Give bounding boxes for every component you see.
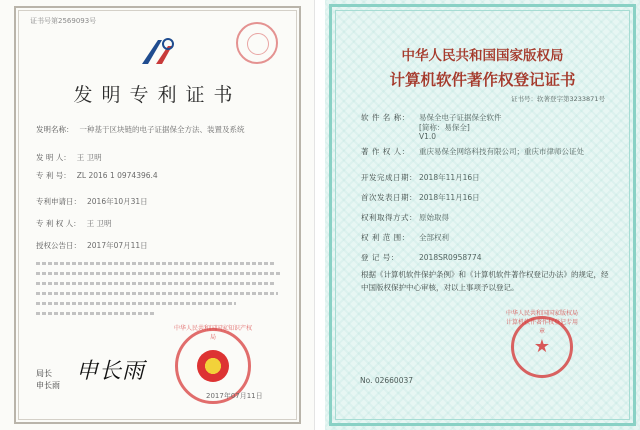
sw-field-first-publish-date: 首次发表日期： 2018年11月16日 <box>361 193 480 202</box>
software-cert-number: 证书号：软著登字第3233871号 <box>511 95 605 103</box>
software-serial-number: No. 02660037 <box>360 376 414 385</box>
patent-title: 发明专利证书 <box>73 84 242 106</box>
star-icon: ★ <box>533 336 551 357</box>
software-cert-title: 计算机软件著作权登记证书 <box>389 70 576 89</box>
sw-field-rights-scope: 权 利 范 围： 全部权利 <box>361 233 449 242</box>
patent-field-patentee: 专 利 权 人： 王 卫明 <box>36 219 112 228</box>
patent-field-application-date: 专利申请日： 2016年10月31日 <box>36 197 148 206</box>
patent-text-line <box>36 262 276 265</box>
patent-issue-date: 2017年07月11日 <box>206 392 263 400</box>
patent-field-invention-name: 发明名称： 一种基于区块链的电子证据保全方法、装置及系统 <box>36 125 245 134</box>
national-emblem-icon <box>197 350 229 382</box>
patent-field-patent-number: 专 利 号： ZL 2016 1 0974396.4 <box>36 171 158 180</box>
patent-text-line <box>36 272 281 275</box>
director-signature: 申长雨 <box>76 359 146 384</box>
emblem-stamp-text: 中华人民共和国国家知识产权局 <box>173 325 252 341</box>
patent-certificate <box>0 0 315 430</box>
software-issuer-title: 中华人民共和国国家版权局 <box>401 48 564 64</box>
patent-field-inventor: 发 明 人： 王 卫明 <box>36 153 102 162</box>
copyright-office-stamp <box>511 316 573 378</box>
director-label: 局长 <box>36 369 52 378</box>
director-name-label: 申长雨 <box>36 381 60 390</box>
software-body-text: 根据《计算机软件保护条例》和《计算机软件著作权登记办法》的规定，经中国版权保护中心审核，对以上事项予以登记。 <box>361 270 609 292</box>
software-copyright-certificate <box>325 0 640 430</box>
sw-field-copyright-owner: 著 作 权 人： 重庆易保全网络科技有限公司；重庆市律师公证处 <box>361 147 584 156</box>
patent-text-line <box>36 282 274 285</box>
patent-text-line <box>36 302 236 305</box>
sw-field-version: V1.0 <box>419 132 437 141</box>
patent-text-line <box>36 292 278 295</box>
patent-text-line <box>36 312 156 315</box>
sw-field-software-name: 软 件 名 称： 易保全电子证据保全软件 <box>361 113 502 122</box>
patent-inner-frame <box>18 10 297 420</box>
patent-corner-stamp <box>236 22 278 64</box>
sw-field-completion-date: 开发完成日期： 2018年11月16日 <box>361 173 480 182</box>
sw-field-registration-number: 登 记 号： 2018SR0958774 <box>361 253 482 262</box>
sw-field-acquisition-method: 权利取得方式： 原始取得 <box>361 213 449 222</box>
patent-field-grant-date: 授权公告日： 2017年07月11日 <box>36 241 148 250</box>
copyright-stamp-text: 中华人民共和国国家版权局 计算机软件著作权登记专用章 <box>505 310 578 335</box>
patent-cert-number: 证书号第2569093号 <box>30 17 97 25</box>
sw-field-abbreviation: [简称：易保全] <box>419 123 470 132</box>
patent-office-logo-icon <box>138 36 180 68</box>
